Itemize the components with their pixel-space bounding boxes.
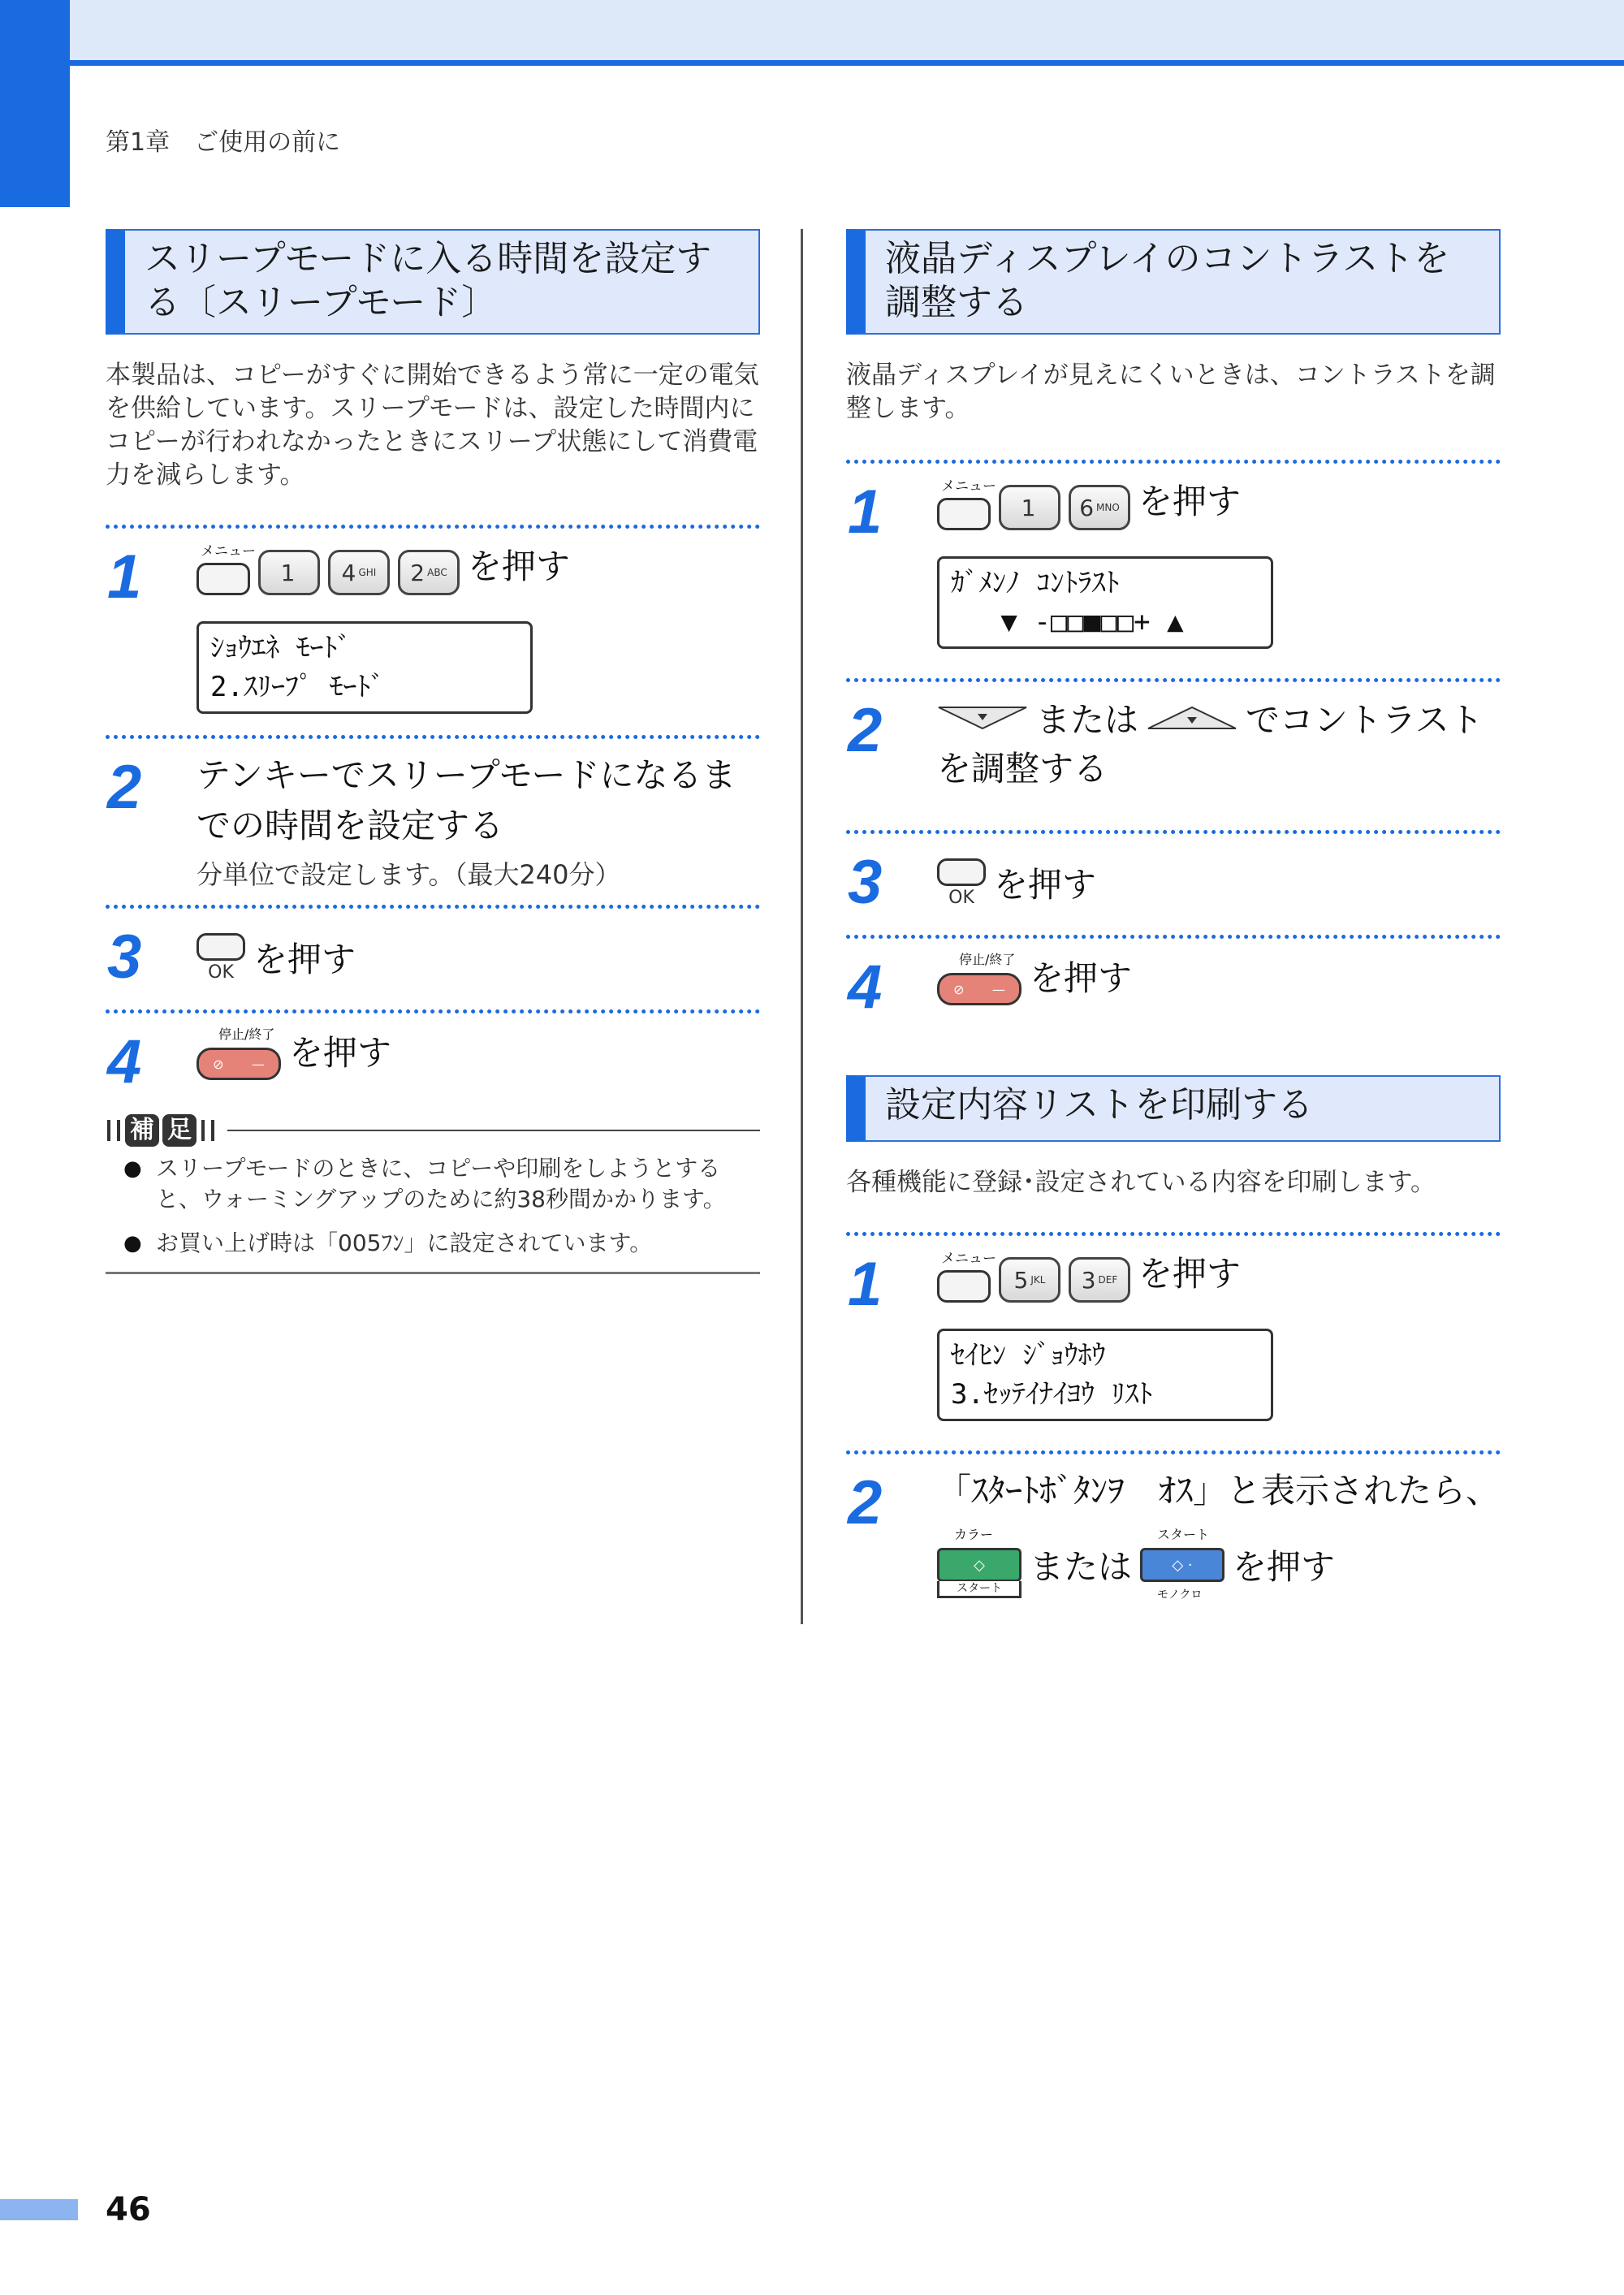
key-letters: MNO	[1096, 502, 1120, 513]
stop-icon: ⊘	[213, 1056, 224, 1072]
step-divider	[846, 935, 1501, 939]
key-sequence	[937, 1527, 1501, 1601]
step-number: 2	[107, 753, 142, 822]
num-key-6[interactable]	[1069, 485, 1130, 530]
key-letters: JKL	[1030, 1274, 1046, 1286]
supplement-badge	[106, 1114, 216, 1147]
color-start-key[interactable]	[937, 1527, 1021, 1595]
menu-key[interactable]	[937, 1251, 996, 1303]
step-action: を押す	[289, 1033, 392, 1073]
dash-icon: —	[991, 981, 1005, 997]
step-action: を押す	[994, 865, 1097, 905]
ok-key[interactable]	[937, 858, 986, 908]
chapter-title: 第1章 ご使用の前に	[106, 128, 341, 157]
badge-char-2: 足	[162, 1114, 197, 1147]
contrast-step-4	[846, 950, 1501, 1039]
step-number: 1	[848, 1250, 883, 1319]
supplement-note	[106, 1114, 760, 1274]
step-number: 2	[848, 1468, 883, 1537]
menu-key-label: メニュー	[201, 543, 256, 560]
or-text: または	[1036, 700, 1139, 740]
supplement-end-rule	[106, 1272, 760, 1274]
key-letters: GHI	[358, 567, 377, 578]
step-text-2: を調整する	[937, 749, 1108, 789]
menu-key-label: メニュー	[941, 1251, 996, 1267]
step-action: を押す	[1030, 958, 1133, 998]
key-digit: 1	[280, 559, 296, 586]
key-letters: ABC	[427, 567, 447, 578]
step-subtext: 分単位で設定します。（最大240分）	[197, 859, 621, 890]
ok-key[interactable]	[197, 933, 245, 983]
step-number: 3	[107, 923, 142, 992]
color-start-bottom-label: スタート	[937, 1581, 1021, 1598]
key-digit: 6	[1079, 494, 1095, 521]
section-title-sleep: スリープモードに入る時間を設定する〔スリープモード〕	[106, 229, 760, 335]
key-digit: 3	[1081, 1266, 1096, 1294]
step-divider	[106, 1009, 760, 1014]
dash-icon: —	[251, 1056, 265, 1072]
lcd-line-1: ｶﾞﾒﾝﾉ ｺﾝﾄﾗｽﾄ	[951, 567, 1120, 599]
step-divider	[106, 905, 760, 909]
key-sequence	[197, 920, 760, 983]
step-action: を押す	[1233, 1547, 1336, 1587]
stop-key-label: 停止/終了	[218, 1026, 275, 1042]
contrast-step-3	[846, 845, 1501, 927]
step-text: テンキーでスリープモードになるまでの時間を設定する	[197, 755, 736, 845]
step-divider	[846, 1232, 1501, 1236]
mono-start-bottom-label: モノクロ	[1157, 1588, 1203, 1601]
step-action: を押す	[1138, 1254, 1242, 1294]
note-item: ● お買い上げ時は「005ﾌﾝ」に設定されています。	[106, 1228, 760, 1259]
num-key-1[interactable]	[999, 485, 1060, 530]
up-arrow-key[interactable]	[1147, 706, 1237, 730]
column-divider	[801, 229, 803, 1624]
menu-key[interactable]	[937, 478, 996, 530]
key-digit: 4	[341, 559, 356, 586]
menu-key[interactable]	[197, 543, 256, 595]
menu-key-label: メニュー	[941, 478, 996, 495]
start-icon: ◇ ·	[1172, 1556, 1193, 1574]
step-action: を押す	[1138, 482, 1242, 521]
print-step-2	[846, 1466, 1501, 1601]
ok-key-label: OK	[208, 962, 234, 983]
chapter-tab	[0, 0, 70, 207]
num-key-3[interactable]	[1069, 1257, 1130, 1303]
color-start-top-label: カラー	[954, 1527, 994, 1542]
lcd-line-1: ｾｲﾋﾝ ｼﾞｮｳﾎｳ	[951, 1339, 1106, 1372]
num-key-4[interactable]	[328, 550, 390, 595]
key-digit: 1	[1021, 494, 1036, 521]
mono-start-key[interactable]	[1140, 1527, 1224, 1601]
supplement-header	[106, 1114, 760, 1147]
step-divider	[846, 830, 1501, 834]
step-number: 4	[848, 953, 883, 1022]
key-sequence	[937, 694, 1501, 742]
note-item: ● スリープモードのときに、コピーや印刷をしようとすると、ウォーミングアップのために約38秒間かかります。	[106, 1153, 760, 1215]
key-letters: DEF	[1098, 1274, 1118, 1286]
step-number: 2	[848, 696, 883, 765]
step-divider	[846, 460, 1501, 464]
lcd-display	[937, 556, 1273, 649]
print-step-1	[846, 1247, 1501, 1450]
ok-key-label: OK	[948, 888, 974, 908]
step-action: を押す	[253, 940, 356, 979]
lcd-display	[197, 621, 533, 714]
stop-key-label: 停止/終了	[959, 952, 1016, 967]
step-number: 1	[107, 542, 142, 612]
lcd-line-1: ｼｮｳｴﾈ ﾓｰﾄﾞ	[210, 632, 352, 664]
step-action: を押す	[468, 547, 571, 586]
mono-start-top-label: スタート	[1157, 1527, 1210, 1542]
lcd-line-2: ▼ -□□■□□+ ▲	[951, 606, 1184, 638]
section-title-print-list: 設定内容リストを印刷する	[846, 1075, 1501, 1142]
num-key-5[interactable]	[999, 1257, 1060, 1303]
key-sequence	[937, 1247, 1501, 1303]
stop-exit-key[interactable]	[197, 1026, 281, 1080]
lcd-display	[937, 1329, 1273, 1421]
key-digit: 2	[410, 559, 425, 586]
contrast-step-1	[846, 475, 1501, 678]
step-text: 「ｽﾀｰﾄﾎﾞﾀﾝｦ ｵｽ」と表示されたら、	[937, 1471, 1501, 1511]
sleep-step-4	[106, 1025, 760, 1098]
page-number: 46	[106, 2191, 151, 2228]
key-digit: 5	[1013, 1266, 1029, 1294]
header-rule	[70, 60, 1624, 66]
key-sequence	[197, 540, 760, 595]
num-key-1[interactable]	[258, 550, 320, 595]
sleep-step-2	[106, 750, 760, 905]
section-intro-contrast: 液晶ディスプレイが見えにくいときは、コントラストを調整します。	[846, 361, 1496, 423]
lcd-line-2: 3.ｾｯﾃｲﾅｲﾖｳ ﾘｽﾄ	[951, 1378, 1153, 1411]
badge-char-1: 補	[125, 1114, 159, 1147]
stop-exit-key[interactable]	[937, 952, 1021, 1005]
key-sequence	[937, 845, 1501, 908]
down-arrow-key[interactable]	[937, 706, 1028, 730]
step-number: 1	[848, 478, 883, 547]
lcd-line-2: 2.ｽﾘｰﾌﾟ ﾓｰﾄﾞ	[210, 671, 385, 703]
sleep-step-3	[106, 920, 760, 1001]
key-sequence	[197, 1025, 760, 1080]
stop-icon: ⊘	[953, 981, 965, 997]
num-key-2[interactable]	[398, 550, 460, 595]
right-column	[846, 229, 1501, 1601]
step-divider	[846, 1450, 1501, 1454]
step-divider	[106, 735, 760, 739]
key-sequence	[937, 475, 1501, 530]
step-divider	[106, 525, 760, 529]
key-sequence	[937, 950, 1501, 1005]
left-column	[106, 229, 760, 1274]
start-icon: ◇	[974, 1556, 985, 1574]
step-number: 4	[107, 1027, 142, 1096]
step-number: 3	[848, 848, 883, 917]
section-title-contrast: 液晶ディスプレイのコントラストを調整する	[846, 229, 1501, 335]
header-band	[0, 0, 1624, 63]
section-intro-sleep: 本製品は、コピーがすぐに開始できるよう常に一定の電気を供給しています。スリープモードは、設定した時間内にコピーが行われなかったときにスリープ状態にして消費電力を減らします。	[106, 361, 759, 490]
step-text: でコントラスト	[1246, 700, 1484, 740]
sleep-step-1	[106, 540, 760, 719]
or-text: または	[1030, 1547, 1133, 1587]
step-divider	[846, 678, 1501, 682]
page-number-bar	[0, 2199, 78, 2220]
contrast-step-2	[846, 694, 1501, 815]
section-intro-print-list: 各種機能に登録･設定されている内容を印刷します。	[846, 1168, 1436, 1197]
